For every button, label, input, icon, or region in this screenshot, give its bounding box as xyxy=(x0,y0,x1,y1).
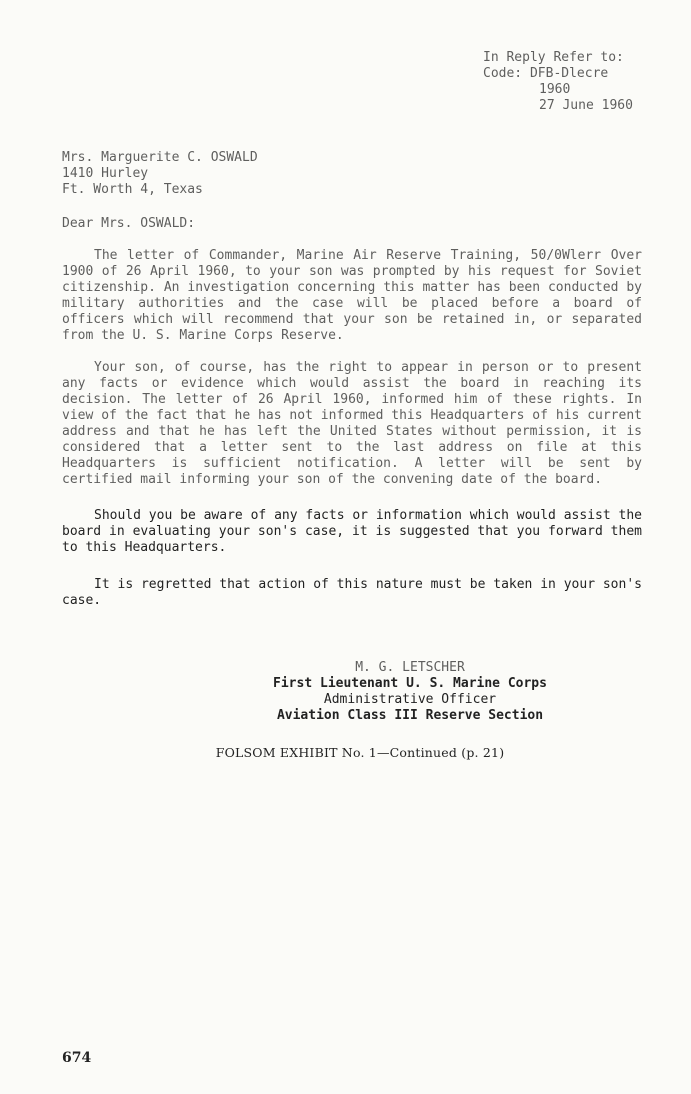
code-line: Code: DFB-Dlecre xyxy=(483,66,609,81)
body-paragraph-2: Your son, of course, has the right to appear in person or to present any facts or evidence which would assist the board in reaching its decision. The letter of 26 April 1960, informed him of these rights. In view of the fact that he has not informed this Headquarters of his current address and that he has left the United States without permission, it is considered that a letter sent to the last address on file at this Headquarters is sufficient notification. A letter will be sent by certified mail informing your son of the convening date of the board. xyxy=(62,360,642,487)
reference-number-line: 1960 xyxy=(539,82,571,97)
recipient-address xyxy=(62,150,362,198)
reply-reference-line: In Reply Refer to: xyxy=(483,50,624,65)
salutation: Dear Mrs. OSWALD: xyxy=(62,216,196,231)
signature-block xyxy=(210,660,610,724)
body-paragraph-1: The letter of Commander, Marine Air Reserve Training, 50/0Wlerr Over 1900 of 26 April 1960, to your son was prompted by his request for Soviet citizenship. An investigation concerning this matter has been conducted by military authorities and the case will be placed before a board of officers which will recommend that your son be retained in, or separated from the U. S. Marine Corps Reserve. xyxy=(62,248,642,343)
signatory-name: M. G. LETSCHER xyxy=(355,660,465,675)
recipient-city: Ft. Worth 4, Texas xyxy=(62,182,203,197)
signatory-rank: First Lieutenant U. S. Marine Corps xyxy=(273,676,547,691)
reply-reference-block xyxy=(483,50,683,114)
signatory-section: Aviation Class III Reserve Section xyxy=(276,708,544,723)
signatory-position: Administrative Officer xyxy=(323,692,497,707)
exhibit-caption: FOLSOM EXHIBIT No. 1—Continued (p. 21) xyxy=(215,745,505,760)
body-paragraph-4: It is regretted that action of this nature must be taken in your son's case. xyxy=(62,577,642,608)
recipient-street: 1410 Hurley xyxy=(62,166,149,181)
recipient-name: Mrs. Marguerite C. OSWALD xyxy=(62,150,258,165)
letter-date: 27 June 1960 xyxy=(539,98,633,113)
body-paragraph-3: Should you be aware of any facts or information which would assist the board in evaluating your son's case, it is suggested that you forward them to this Headquarters. xyxy=(62,508,642,555)
page-number: 674 xyxy=(62,1050,92,1066)
